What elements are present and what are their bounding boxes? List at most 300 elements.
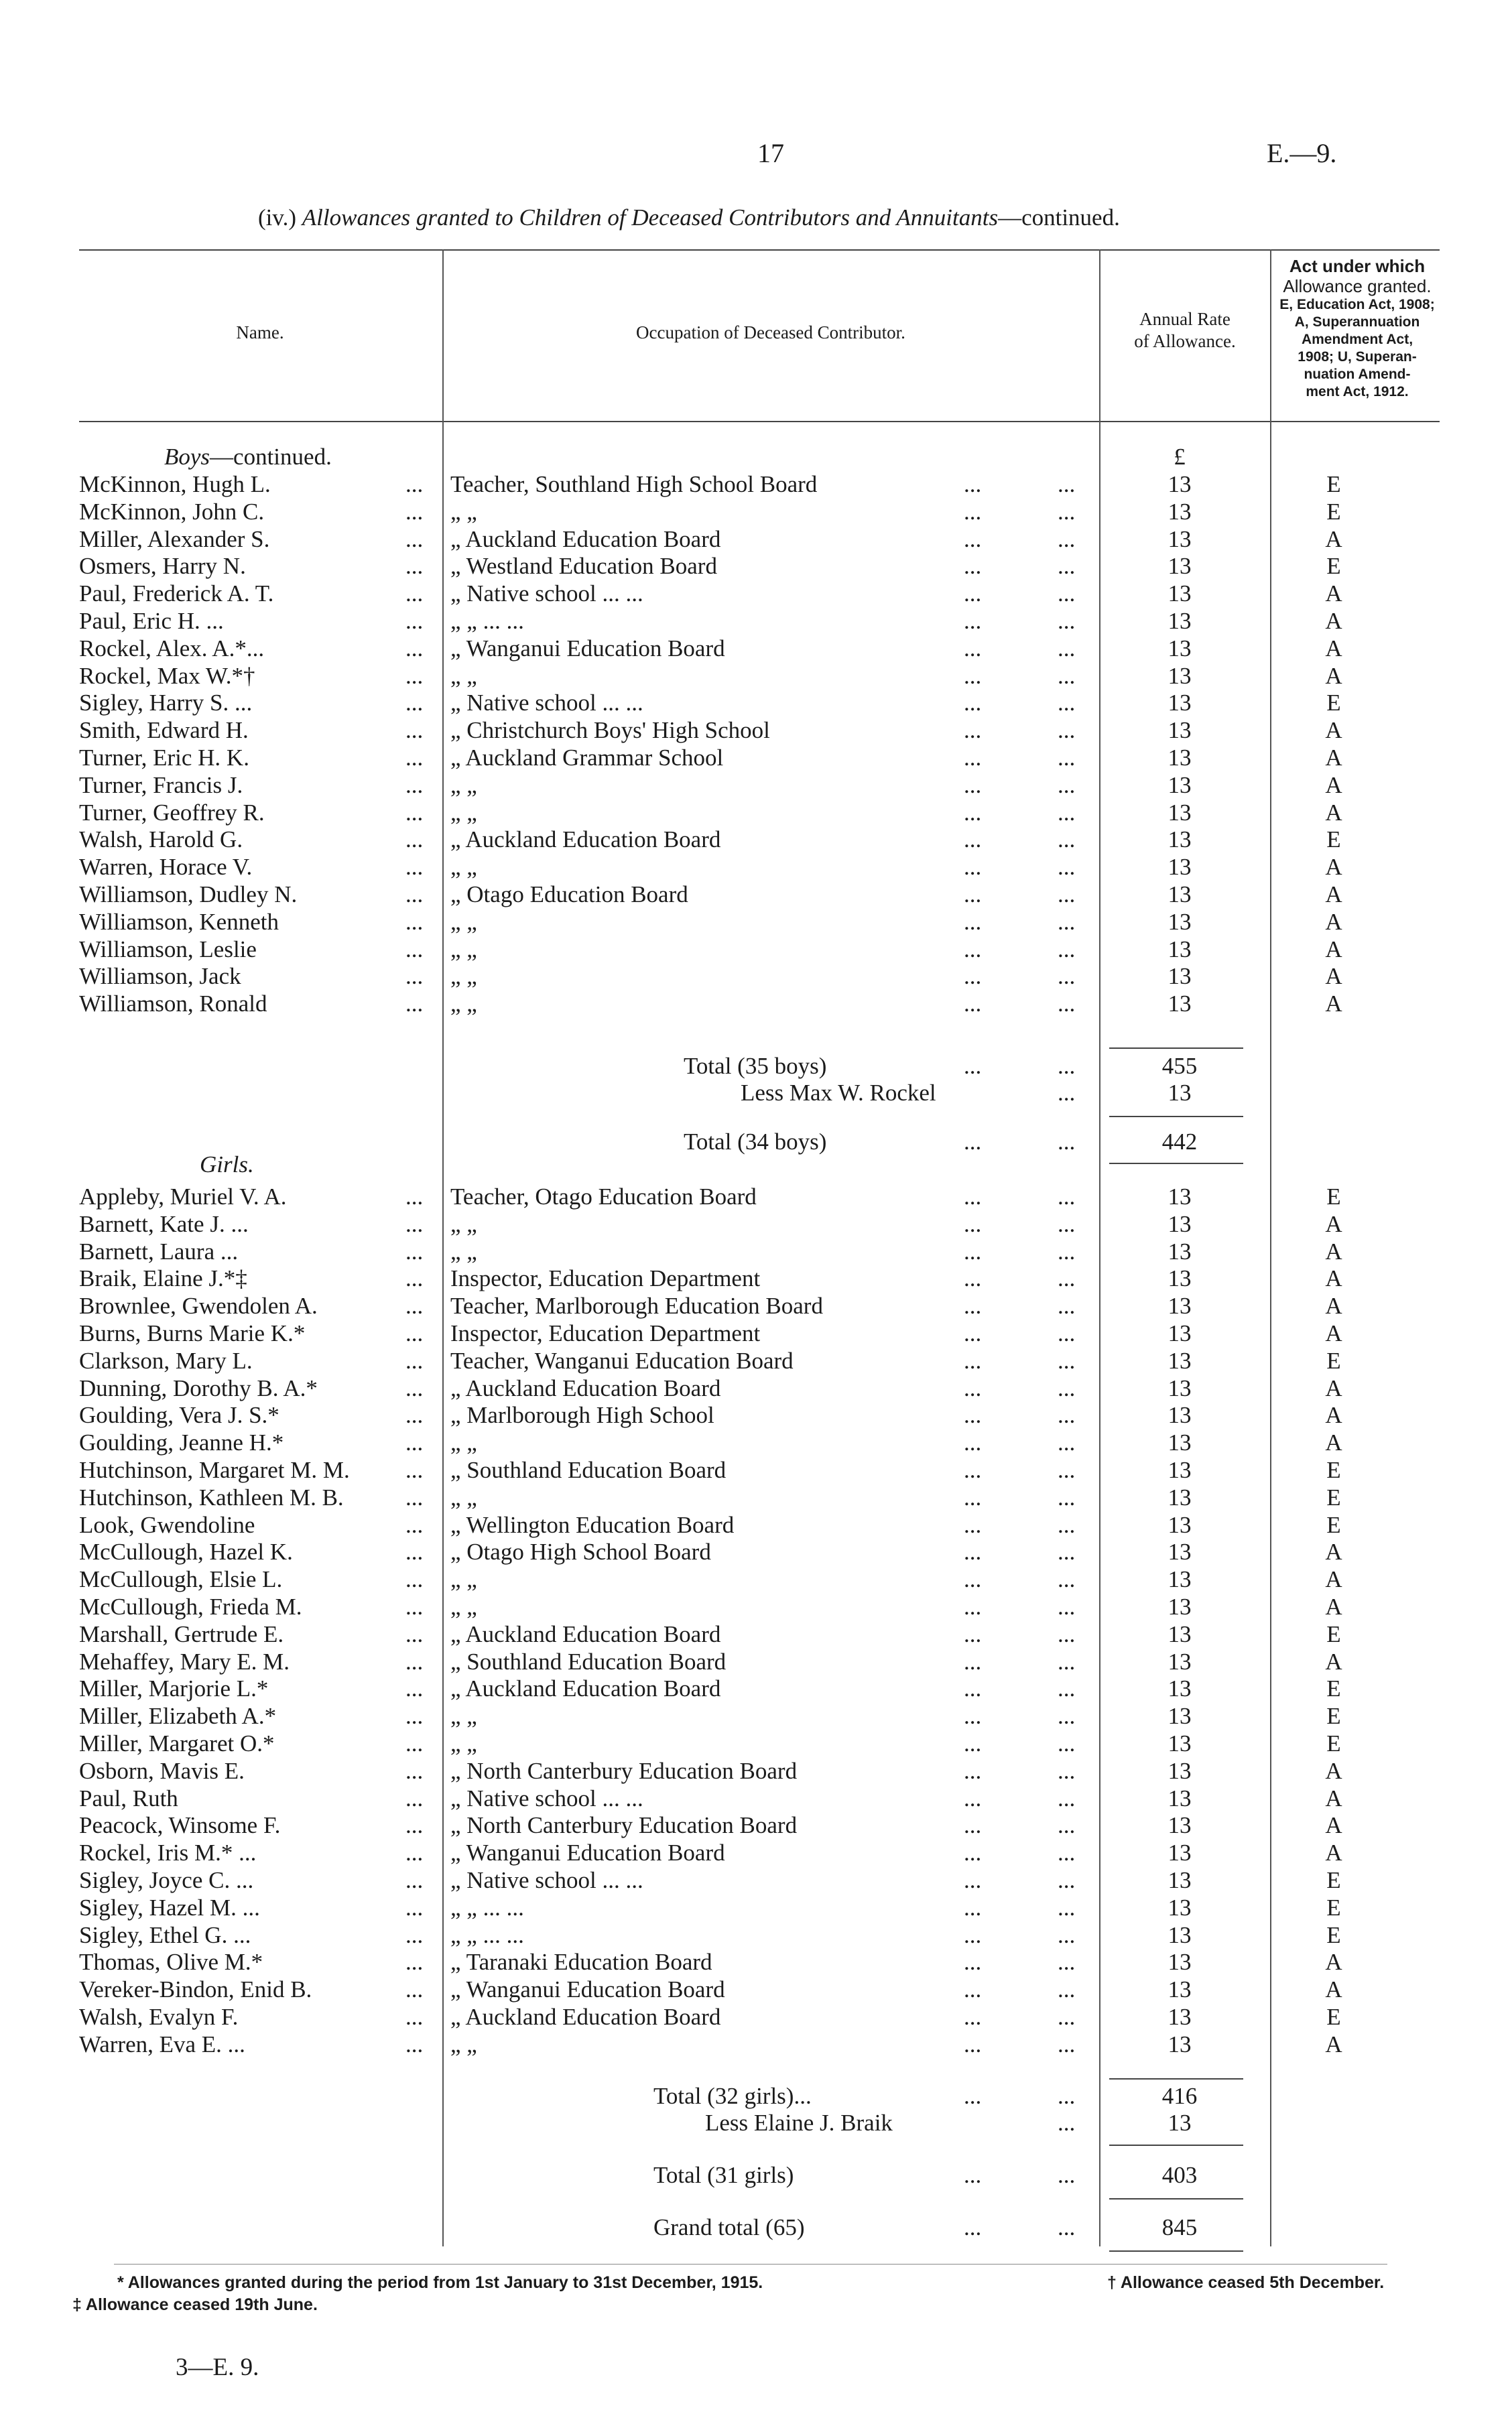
act-code: E [1326, 1730, 1341, 1757]
occupation: „ North Canterbury Education Board [450, 1812, 798, 1839]
leader-dots: ... [1058, 1894, 1076, 1921]
occupation: „ Westland Education Board [450, 553, 717, 580]
occupation: Inspector, Education Department [450, 1265, 761, 1292]
table-row [0, 1320, 1512, 1348]
table-row [0, 1401, 1512, 1429]
occupation: „ „ [450, 854, 477, 881]
leader-dots: ... [1058, 1675, 1076, 1702]
leader-dots: ... [1058, 854, 1076, 881]
leader-dots: ... [964, 936, 982, 962]
leader-dots: ... [405, 662, 424, 689]
boys-total-label: Total (35 boys) [684, 1053, 827, 1079]
leader-dots: ... [1058, 525, 1076, 552]
table-row [0, 525, 1512, 554]
leader-dots: ... [964, 881, 982, 907]
leader-dots: ... [405, 1484, 424, 1511]
annual-rate: 13 [1168, 2031, 1192, 2057]
leader-dots: ... [1058, 1210, 1076, 1237]
entrant-name: Clarkson, Mary L. [79, 1347, 253, 1374]
annual-rate: 13 [1168, 471, 1192, 497]
header-top-rule [79, 249, 1440, 251]
rate-column-header [1100, 308, 1269, 353]
occupation: „ Taranaki Education Board [450, 1949, 712, 1976]
rate-header-line-2: of Allowance. [1134, 331, 1236, 351]
entrant-name: Miller, Margaret O.* [79, 1730, 275, 1757]
act-code: A [1325, 1840, 1342, 1866]
entrant-name: Rockel, Iris M.* ... [79, 1840, 257, 1866]
table-row [0, 1183, 1512, 1211]
leader-dots: ... [964, 717, 982, 744]
girls-total-dots-2: ... [1058, 2083, 1076, 2109]
signature-mark: 3—E. 9. [176, 2354, 259, 2381]
entrant-name: McKinnon, John C. [79, 498, 265, 525]
leader-dots: ... [1058, 1949, 1076, 1976]
leader-dots: ... [1058, 1375, 1076, 1401]
caption-suffix: —continued. [998, 204, 1120, 231]
leader-dots: ... [1058, 717, 1076, 744]
annual-rate: 13 [1168, 1429, 1192, 1456]
leader-dots: ... [964, 1265, 982, 1292]
girls-total-row [0, 2082, 1512, 2110]
occupation: „ Native school ... ... [450, 1867, 643, 1893]
leader-dots: ... [1058, 991, 1076, 1017]
act-code: A [1325, 936, 1342, 962]
occupation-column-header: Occupation of Deceased Contributor. [636, 322, 905, 342]
table-row [0, 962, 1512, 991]
act-code: A [1325, 1757, 1342, 1784]
act-code: A [1325, 1293, 1342, 1320]
act-column-header [1273, 256, 1441, 401]
entrant-name: Hutchinson, Kathleen M. B. [79, 1484, 344, 1511]
leader-dots: ... [405, 1375, 424, 1401]
grand-total-value: 845 [1161, 2214, 1198, 2240]
entrant-name: Sigley, Joyce C. ... [79, 1867, 254, 1893]
entrant-name: Thomas, Olive M.* [79, 1949, 263, 1976]
leader-dots: ... [405, 1620, 424, 1647]
page-number: 17 [757, 138, 784, 168]
act-header-note-5: nuation Amend- [1304, 367, 1411, 382]
table-row [0, 1675, 1512, 1703]
girls-net-dots-2: ... [1058, 2162, 1076, 2188]
leader-dots: ... [405, 1566, 424, 1593]
annual-rate: 13 [1168, 498, 1192, 525]
leader-dots: ... [405, 1511, 424, 1538]
leader-dots: ... [1058, 1238, 1076, 1265]
table-row [0, 1375, 1512, 1403]
act-code: E [1326, 1484, 1341, 1511]
girls-less-label: Less Elaine J. Braik [705, 2110, 893, 2136]
leader-dots: ... [405, 498, 424, 525]
leader-dots: ... [964, 580, 982, 607]
act-code: E [1326, 1457, 1341, 1483]
grand-total-dots: ... [964, 2214, 982, 2240]
leader-dots: ... [1058, 1184, 1076, 1210]
leader-dots: ... [964, 1812, 982, 1839]
occupation: „ Southland Education Board [450, 1457, 727, 1483]
annual-rate: 13 [1168, 1675, 1192, 1702]
leader-dots: ... [405, 1812, 424, 1839]
girls-total-rule [1109, 2078, 1243, 2080]
table-row [0, 1976, 1512, 2004]
act-code: A [1325, 1539, 1342, 1566]
entrant-name: Paul, Eric H. ... [79, 608, 224, 634]
leader-dots: ... [405, 1867, 424, 1893]
leader-dots: ... [964, 799, 982, 826]
leader-dots: ... [405, 1921, 424, 1948]
entrant-name: Walsh, Harold G. [79, 826, 243, 853]
leader-dots: ... [964, 1184, 982, 1210]
leader-dots: ... [405, 608, 424, 634]
annual-rate: 13 [1168, 826, 1192, 853]
occupation: „ „ ... ... [450, 1894, 524, 1921]
entrant-name: Williamson, Leslie [79, 936, 257, 962]
annual-rate: 13 [1168, 1375, 1192, 1401]
table-row [0, 1484, 1512, 1512]
table-row [0, 607, 1512, 635]
annual-rate: 13 [1168, 799, 1192, 826]
annual-rate: 13 [1168, 635, 1192, 661]
leader-dots: ... [964, 553, 982, 580]
table-row [0, 1566, 1512, 1594]
boys-less-label: Less Max W. Rockel [741, 1080, 936, 1106]
occupation: „ „ [450, 1238, 477, 1265]
act-code: A [1325, 1210, 1342, 1237]
act-code: A [1325, 1976, 1342, 2003]
entrant-name: Warren, Horace V. [79, 854, 253, 881]
boys-net-rule-bottom [1109, 1163, 1243, 1164]
entrant-name: Miller, Elizabeth A.* [79, 1703, 277, 1730]
table-row [0, 580, 1512, 608]
leader-dots: ... [405, 1648, 424, 1675]
occupation: „ „ [450, 1594, 477, 1620]
annual-rate: 13 [1168, 1484, 1192, 1511]
caption-title: Allowances granted to Children of Deceased Contributors and Annuitants [302, 204, 999, 231]
leader-dots: ... [964, 498, 982, 525]
leader-dots: ... [964, 908, 982, 935]
annual-rate: 13 [1168, 1976, 1192, 2003]
occupation: Teacher, Southland High School Board [450, 471, 818, 497]
leader-dots: ... [964, 1210, 982, 1237]
table-row [0, 552, 1512, 580]
entrant-name: Brownlee, Gwendolen A. [79, 1293, 318, 1320]
entrant-name: Hutchinson, Margaret M. M. [79, 1457, 350, 1483]
leader-dots: ... [405, 580, 424, 607]
leader-dots: ... [1058, 745, 1076, 771]
document-reference: E.—9. [1267, 138, 1337, 168]
leader-dots: ... [1058, 881, 1076, 907]
leader-dots: ... [964, 1894, 982, 1921]
leader-dots: ... [1058, 908, 1076, 935]
entrant-name: Walsh, Evalyn F. [79, 2004, 239, 2030]
annual-rate: 13 [1168, 1238, 1192, 1265]
leader-dots: ... [964, 1867, 982, 1893]
table-row [0, 662, 1512, 690]
table-row [0, 1456, 1512, 1484]
leader-dots: ... [1058, 771, 1076, 798]
leader-dots: ... [964, 1785, 982, 1811]
act-code: E [1326, 1620, 1341, 1647]
occupation: „ Auckland Education Board [450, 1675, 721, 1702]
annual-rate: 13 [1168, 1894, 1192, 1921]
leader-dots: ... [405, 1320, 424, 1346]
entrant-name: Mehaffey, Mary E. M. [79, 1648, 290, 1675]
table-row [0, 881, 1512, 909]
leader-dots: ... [405, 2031, 424, 2057]
footnote-double-dagger: ‡ Allowance ceased 19th June. [72, 2295, 318, 2314]
leader-dots: ... [405, 881, 424, 907]
annual-rate: 13 [1168, 771, 1192, 798]
occupation: „ Christchurch Boys' High School [450, 717, 770, 744]
annual-rate: 13 [1168, 690, 1192, 716]
boys-heading-label: Boys [164, 444, 210, 470]
occupation: „ „ [450, 1429, 477, 1456]
table-row [0, 1292, 1512, 1320]
annual-rate: 13 [1168, 1320, 1192, 1346]
annual-rate: 13 [1168, 1293, 1192, 1320]
leader-dots: ... [964, 662, 982, 689]
act-code: A [1325, 717, 1342, 744]
leader-dots: ... [1058, 1648, 1076, 1675]
table-row [0, 826, 1512, 854]
table-caption [258, 204, 1120, 231]
act-code: E [1326, 2004, 1341, 2030]
table-row [0, 1511, 1512, 1539]
leader-dots: ... [405, 1184, 424, 1210]
annual-rate: 13 [1168, 1594, 1192, 1620]
entrant-name: Williamson, Kenneth [79, 908, 279, 935]
boys-net-value: 442 [1161, 1129, 1198, 1155]
act-code: E [1326, 1184, 1341, 1210]
act-code: A [1325, 608, 1342, 634]
table-row [0, 771, 1512, 800]
girls-total-dots: ... [964, 2083, 982, 2109]
leader-dots: ... [964, 635, 982, 661]
entrant-name: Miller, Alexander S. [79, 525, 270, 552]
leader-dots: ... [405, 1730, 424, 1757]
act-code: A [1325, 1320, 1342, 1346]
name-column-header: Name. [236, 322, 284, 342]
leader-dots: ... [405, 690, 424, 716]
leader-dots: ... [964, 1730, 982, 1757]
grand-total-label: Grand total (65) [653, 2214, 805, 2240]
leader-dots: ... [1058, 608, 1076, 634]
leader-dots: ... [964, 471, 982, 497]
act-code: A [1325, 1402, 1342, 1429]
leader-dots: ... [1058, 690, 1076, 716]
table-row [0, 1538, 1512, 1566]
leader-dots: ... [1058, 1812, 1076, 1839]
act-code: E [1326, 1511, 1341, 1538]
occupation: „ „ [450, 936, 477, 962]
rate-header-line-1: Annual Rate [1139, 309, 1231, 329]
leader-dots: ... [964, 525, 982, 552]
leader-dots: ... [1058, 1620, 1076, 1647]
leader-dots: ... [964, 991, 982, 1017]
leader-dots: ... [405, 1785, 424, 1811]
annual-rate: 13 [1168, 1184, 1192, 1210]
leader-dots: ... [964, 1402, 982, 1429]
annual-rate: 13 [1168, 1757, 1192, 1784]
currency-symbol: £ [1174, 444, 1186, 470]
table-row [0, 1866, 1512, 1895]
act-code: E [1326, 1347, 1341, 1374]
table-row [0, 1894, 1512, 1922]
girls-total-value: 416 [1161, 2083, 1198, 2109]
leader-dots: ... [1058, 1785, 1076, 1811]
leader-dots: ... [1058, 1757, 1076, 1784]
leader-dots: ... [1058, 1347, 1076, 1374]
act-code: E [1326, 471, 1341, 497]
table-row [0, 936, 1512, 964]
act-code: A [1325, 745, 1342, 771]
leader-dots: ... [964, 1347, 982, 1374]
caption-prefix: (iv.) [258, 204, 302, 231]
annual-rate: 13 [1168, 1648, 1192, 1675]
leader-dots: ... [405, 936, 424, 962]
table-row [0, 1238, 1512, 1266]
act-code: A [1325, 771, 1342, 798]
act-code: E [1326, 1867, 1341, 1893]
act-header-note-6: ment Act, 1912. [1306, 384, 1409, 399]
leader-dots: ... [1058, 580, 1076, 607]
leader-dots: ... [405, 1539, 424, 1566]
table-row [0, 1757, 1512, 1785]
act-code: A [1325, 1566, 1342, 1593]
leader-dots: ... [964, 1949, 982, 1976]
girls-net-value: 403 [1161, 2162, 1198, 2188]
annual-rate: 13 [1168, 1812, 1192, 1839]
annual-rate: 13 [1168, 553, 1192, 580]
boys-net-label: Total (34 boys) [684, 1129, 827, 1155]
entrant-name: Vereker-Bindon, Enid B. [79, 1976, 312, 2003]
entrant-name: Miller, Marjorie L.* [79, 1675, 269, 1702]
leader-dots: ... [964, 771, 982, 798]
leader-dots: ... [964, 1511, 982, 1538]
occupation: Teacher, Marlborough Education Board [450, 1293, 823, 1320]
leader-dots: ... [964, 2031, 982, 2057]
leader-dots: ... [1058, 1976, 1076, 2003]
boys-net-rule-top [1109, 1116, 1243, 1117]
act-code: A [1325, 799, 1342, 826]
annual-rate: 13 [1168, 1539, 1192, 1566]
occupation: „ „ [450, 1703, 477, 1730]
leader-dots: ... [1058, 1402, 1076, 1429]
leader-dots: ... [1058, 1703, 1076, 1730]
leader-dots: ... [964, 826, 982, 853]
leader-dots: ... [405, 1976, 424, 2003]
girls-section-heading: Girls. [200, 1151, 254, 1177]
leader-dots: ... [964, 1457, 982, 1483]
entrant-name: Turner, Eric H. K. [79, 745, 249, 771]
act-code: A [1325, 1949, 1342, 1976]
table-row [0, 1593, 1512, 1621]
annual-rate: 13 [1168, 1785, 1192, 1811]
occupation: „ Marlborough High School [450, 1402, 714, 1429]
occupation: „ „ [450, 498, 477, 525]
annual-rate: 13 [1168, 908, 1192, 935]
entrant-name: Osmers, Harry N. [79, 553, 246, 580]
leader-dots: ... [405, 1429, 424, 1456]
entrant-name: Williamson, Dudley N. [79, 881, 298, 907]
boys-less-row [0, 1079, 1512, 1107]
entrant-name: Look, Gwendoline [79, 1511, 255, 1538]
leader-dots: ... [1058, 936, 1076, 962]
occupation: „ „ [450, 1210, 477, 1237]
entrant-name: Warren, Eva E. ... [79, 2031, 245, 2057]
annual-rate: 13 [1168, 1402, 1192, 1429]
leader-dots: ... [964, 1293, 982, 1320]
leader-dots: ... [405, 1840, 424, 1866]
leader-dots: ... [405, 1757, 424, 1784]
leader-dots: ... [1058, 1320, 1076, 1346]
table-row [0, 1265, 1512, 1293]
boys-total-rule [1109, 1047, 1243, 1049]
boys-section-heading [164, 444, 332, 470]
occupation: „ Southland Education Board [450, 1648, 727, 1675]
act-code: A [1325, 2031, 1342, 2057]
leader-dots: ... [405, 471, 424, 497]
leader-dots: ... [964, 1594, 982, 1620]
entrant-name: Appleby, Muriel V. A. [79, 1184, 287, 1210]
boys-less-value: 13 [1168, 1080, 1192, 1106]
table-row [0, 716, 1512, 745]
occupation: „ „ [450, 2031, 477, 2057]
leader-dots: ... [1058, 1429, 1076, 1456]
occupation: „ „ [450, 1730, 477, 1757]
act-code: A [1325, 1238, 1342, 1265]
leader-dots: ... [1058, 2031, 1076, 2057]
occupation: Teacher, Wanganui Education Board [450, 1347, 794, 1374]
occupation: „ Auckland Education Board [450, 826, 721, 853]
act-code: E [1326, 1675, 1341, 1702]
occupation: „ Native school ... ... [450, 690, 643, 716]
annual-rate: 13 [1168, 1265, 1192, 1292]
entrant-name: Rockel, Max W.*† [79, 662, 255, 689]
entrant-name: Sigley, Hazel M. ... [79, 1894, 260, 1921]
entrant-name: Paul, Frederick A. T. [79, 580, 274, 607]
table-row [0, 498, 1512, 526]
entrant-name: Sigley, Harry S. ... [79, 690, 253, 716]
act-header-title-1: Act under which [1289, 256, 1426, 276]
entrant-name: Dunning, Dorothy B. A.* [79, 1375, 318, 1401]
occupation: Inspector, Education Department [450, 1320, 761, 1346]
table-row [0, 990, 1512, 1018]
table-row [0, 1648, 1512, 1676]
entrant-name: Marshall, Gertrude E. [79, 1620, 284, 1647]
leader-dots: ... [405, 1347, 424, 1374]
table-row [0, 2003, 1512, 2031]
occupation: „ Auckland Education Board [450, 2004, 721, 2030]
annual-rate: 13 [1168, 608, 1192, 634]
leader-dots: ... [1058, 1594, 1076, 1620]
leader-dots: ... [405, 525, 424, 552]
act-code: A [1325, 1785, 1342, 1811]
girls-less-dots: ... [1058, 2110, 1076, 2136]
table-row [0, 1839, 1512, 1867]
leader-dots: ... [405, 1402, 424, 1429]
leader-dots: ... [964, 690, 982, 716]
leader-dots: ... [405, 1703, 424, 1730]
annual-rate: 13 [1168, 1840, 1192, 1866]
leader-dots: ... [1058, 1265, 1076, 1292]
leader-dots: ... [1058, 662, 1076, 689]
leader-dots: ... [1058, 1539, 1076, 1566]
act-code: E [1326, 553, 1341, 580]
leader-dots: ... [405, 1594, 424, 1620]
leader-dots: ... [1058, 1840, 1076, 1866]
occupation: „ Auckland Education Board [450, 1375, 721, 1401]
girls-less-value: 13 [1168, 2110, 1192, 2136]
